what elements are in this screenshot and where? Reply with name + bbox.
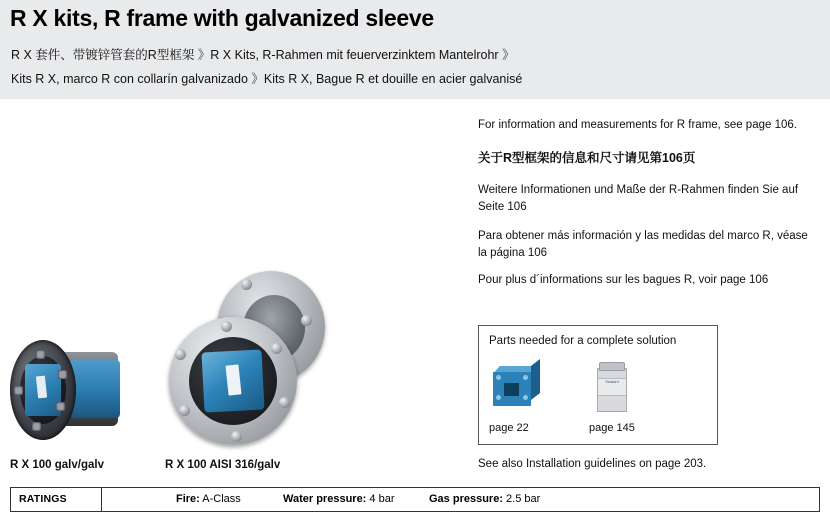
info-text-english: For information and measurements for R frame, see page 106. [478,119,797,131]
parts-box-title: Parts needed for a complete solution [489,335,677,347]
rating-gas-pressure-value: 2.5 bar [506,493,541,505]
rating-fire-value: A-Class [202,493,241,505]
ratings-divider [101,488,102,511]
page-subtitle-line-2: Kits R X, marco R con collarín galvanizado 》Kits R X, Bague R et douille en acier galvanisé [11,72,523,86]
parts-needed-box [478,325,718,445]
ratings-bar [10,487,820,512]
rating-fire-name: Fire: [176,493,200,505]
rating-gas-pressure [429,493,540,505]
rating-gas-pressure-name: Gas pressure: [429,493,503,505]
caption-right-product: R X 100 AISI 316/galv [165,459,281,471]
rating-water-pressure [283,493,394,505]
page-title: R X kits, R frame with galvanized sleeve [10,5,434,31]
parts-item-2-page: page 145 [589,422,635,434]
blue-sleeve-block-icon [493,366,541,406]
sealant-tube-label: Sealant [598,378,626,396]
info-text-chinese: 关于R型框架的信息和尺寸请见第106页 [478,151,696,165]
info-text-french: Pour plus d´informations sur les bagues R, voir page 106 [478,274,769,286]
parts-item-1-page: page 22 [489,422,529,434]
rating-fire [176,493,241,505]
ratings-label: RATINGS [19,493,67,505]
page-header [0,0,830,99]
product-image-rx100-galv-galv [10,340,140,445]
rating-water-pressure-value: 4 bar [369,493,395,505]
info-text-spanish: Para obtener más información y las medidas del marco R, véase la página 106 [478,230,808,259]
see-also-text: See also Installation guidelines on page 203. [478,458,707,470]
caption-left-product: R X 100 galv/galv [10,459,104,471]
sealant-tube-icon [597,362,627,412]
page-subtitle-line-1: R X 套件、带镀锌管套的R型框架 》R X Kits, R-Rahmen mit feuerverzinktem Mantelrohr 》 [11,48,515,62]
product-image-rx100-aisi316-galv [155,265,345,450]
info-text-german: Weitere Informationen und Maße der R-Rahmen finden Sie auf Seite 106 [478,184,799,213]
rating-water-pressure-name: Water pressure: [283,493,367,505]
